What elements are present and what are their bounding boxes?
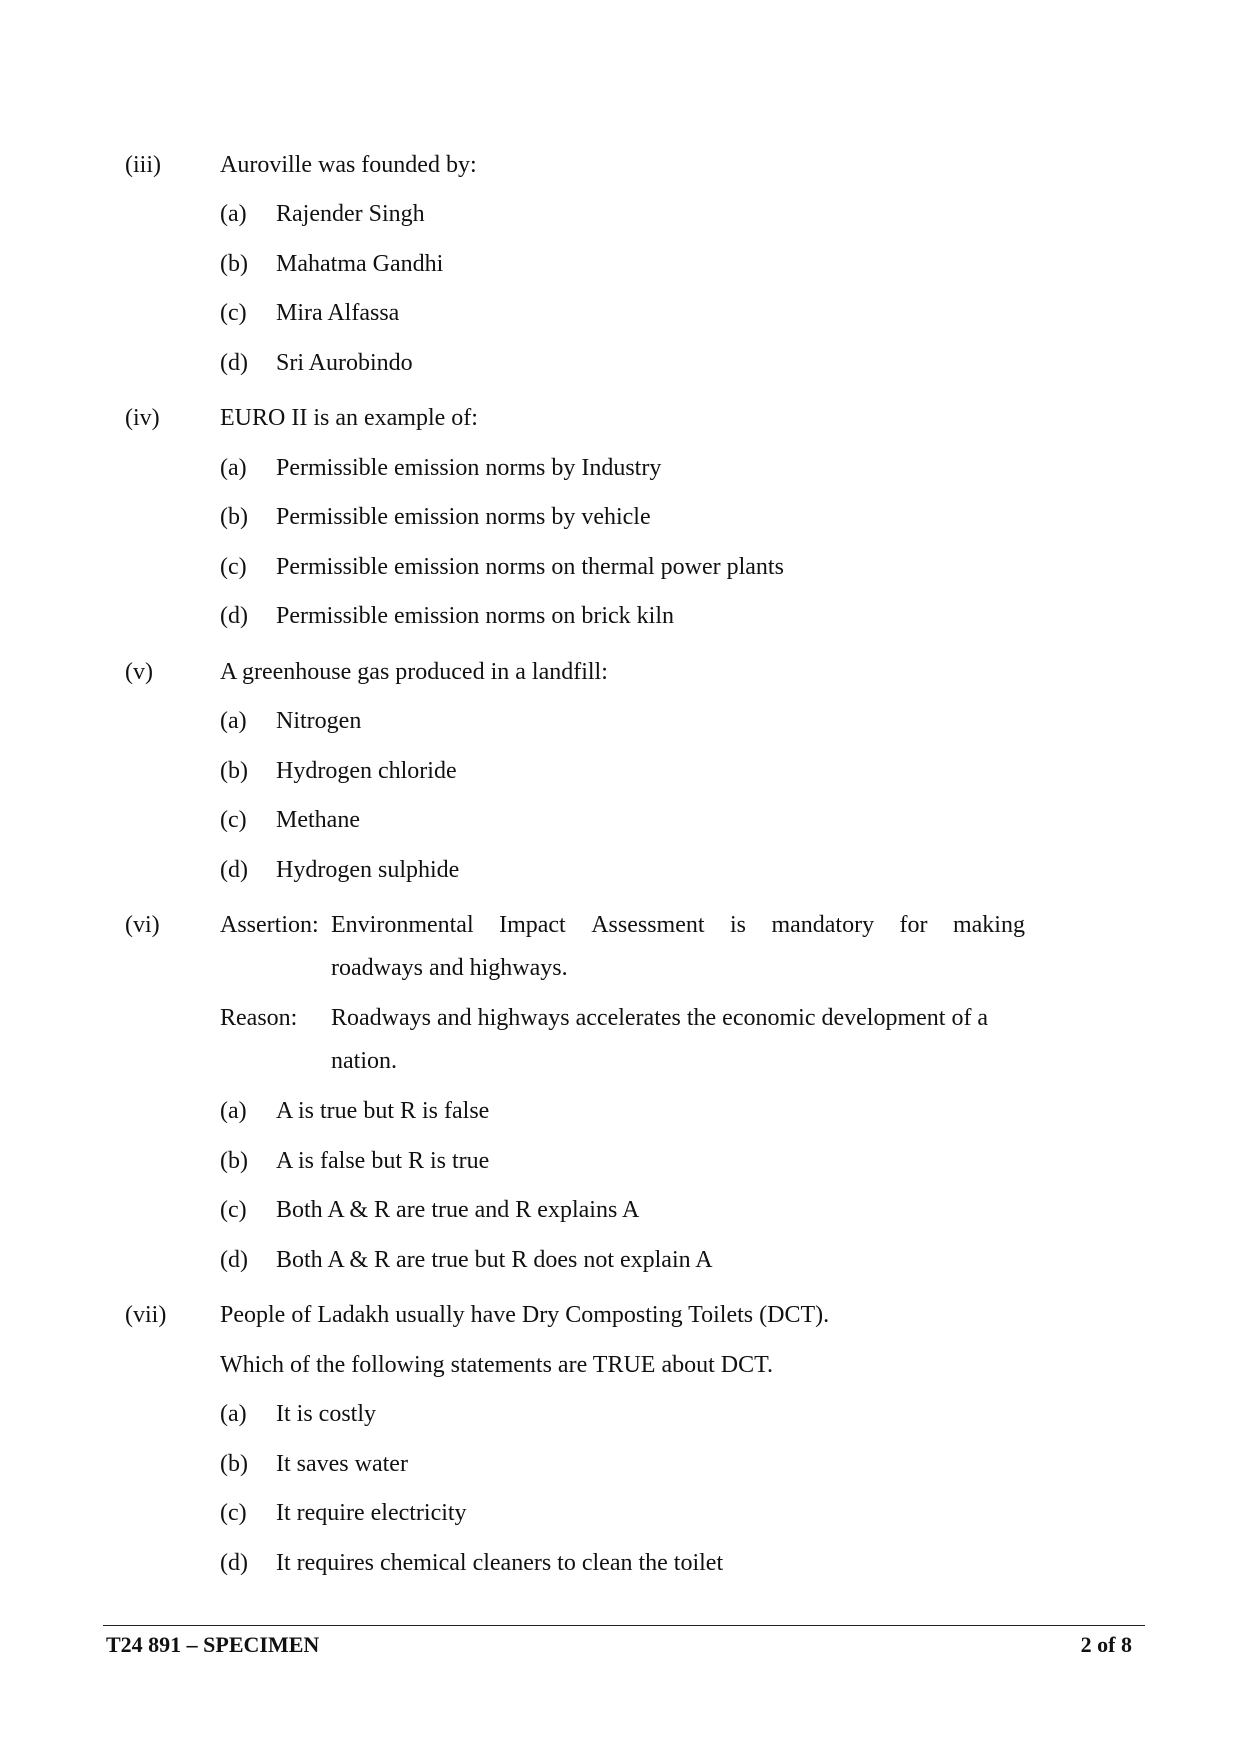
- option-text: Permissible emission norms by Industry: [276, 455, 662, 481]
- reason-text-line2: nation.: [331, 1048, 397, 1074]
- option-letter: (c): [220, 1500, 247, 1526]
- option-text: It saves water: [276, 1451, 408, 1477]
- option-text: Both A & R are true but R does not explain A: [276, 1247, 713, 1273]
- question-stem: A greenhouse gas produced in a landfill:: [220, 659, 608, 685]
- option-letter: (c): [220, 807, 247, 833]
- option-letter: (b): [220, 504, 248, 530]
- question-number: (iv): [125, 405, 160, 431]
- option-letter: (b): [220, 1148, 248, 1174]
- option-text: Both A & R are true and R explains A: [276, 1197, 640, 1223]
- assertion-text-line1: [331, 911, 1025, 939]
- assertion-word: Environmental: [331, 912, 474, 938]
- question-stem-2: Which of the following statements are TRUE about DCT.: [220, 1352, 773, 1378]
- option-letter: (d): [220, 350, 248, 376]
- option-text: A is false but R is true: [276, 1148, 490, 1174]
- assertion-text-line2: roadways and highways.: [331, 955, 568, 981]
- option-letter: (a): [220, 708, 247, 734]
- assertion-word: is: [729, 912, 746, 938]
- assertion-word: making: [952, 912, 1025, 938]
- option-text: Permissible emission norms on thermal power plants: [276, 554, 784, 580]
- option-letter: (d): [220, 603, 248, 629]
- paper-code: T24 891 – SPECIMEN: [106, 1632, 320, 1657]
- option-text: It is costly: [276, 1401, 376, 1427]
- option-letter: (c): [220, 1197, 247, 1223]
- option-text: Nitrogen: [276, 708, 362, 734]
- option-letter: (c): [220, 300, 247, 326]
- option-letter: (d): [220, 1247, 248, 1273]
- option-letter: (b): [220, 251, 248, 277]
- reason-label: Reason:: [220, 1005, 298, 1031]
- option-text: A is true but R is false: [276, 1098, 490, 1124]
- assertion-word: Assessment: [591, 912, 705, 938]
- option-letter: (d): [220, 857, 248, 883]
- option-letter: (d): [220, 1550, 248, 1576]
- page-number: 2 of 8: [1080, 1632, 1132, 1657]
- option-letter: (b): [220, 758, 248, 784]
- option-text: It require electricity: [276, 1500, 467, 1526]
- option-text: Hydrogen sulphide: [276, 857, 460, 883]
- option-text: Mahatma Gandhi: [276, 251, 444, 277]
- question-stem: EURO II is an example of:: [220, 405, 478, 431]
- footer-divider: [103, 1625, 1145, 1626]
- question-number: (vii): [125, 1302, 167, 1328]
- option-letter: (a): [220, 455, 247, 481]
- question-stem: People of Ladakh usually have Dry Composting Toilets (DCT).: [220, 1302, 830, 1328]
- option-letter: (c): [220, 554, 247, 580]
- option-text: It requires chemical cleaners to clean the toilet: [276, 1550, 724, 1576]
- assertion-label: Assertion:: [220, 912, 319, 938]
- reason-text-line1: Roadways and highways accelerates the economic development of a: [331, 1005, 989, 1031]
- option-text: Methane: [276, 807, 360, 833]
- question-number: (vi): [125, 912, 160, 938]
- option-text: Hydrogen chloride: [276, 758, 457, 784]
- assertion-word: mandatory: [771, 912, 875, 938]
- question-stem: Auroville was founded by:: [220, 152, 477, 178]
- question-number: (iii): [125, 152, 161, 178]
- option-text: Permissible emission norms on brick kiln: [276, 603, 674, 629]
- option-text: Permissible emission norms by vehicle: [276, 504, 651, 530]
- assertion-word: for: [899, 912, 928, 938]
- option-letter: (a): [220, 201, 247, 227]
- option-letter: (b): [220, 1451, 248, 1477]
- option-letter: (a): [220, 1098, 247, 1124]
- assertion-word: Impact: [499, 912, 566, 938]
- option-text: Sri Aurobindo: [276, 350, 413, 376]
- option-letter: (a): [220, 1401, 247, 1427]
- option-text: Rajender Singh: [276, 201, 425, 227]
- question-number: (v): [125, 659, 153, 685]
- option-text: Mira Alfassa: [276, 300, 400, 326]
